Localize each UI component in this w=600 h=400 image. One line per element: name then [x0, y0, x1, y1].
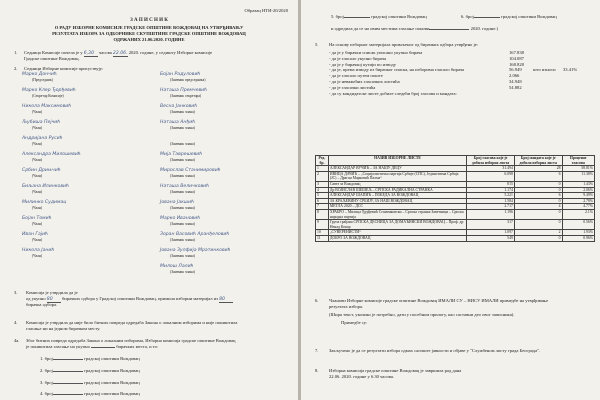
- member-name: Никола Јанић: [22, 248, 55, 253]
- deputy-member-name: Мија Таврешевић: [160, 152, 203, 157]
- percent-cell: 58.81%: [562, 166, 594, 172]
- row-number: 2: [316, 171, 329, 181]
- item-7-num: 7.: [315, 348, 319, 353]
- item-4a-text-1: Због битних повреда одредаба Закона о локалним изборима, Изборна комисија градске општине Вождовац: [26, 338, 236, 343]
- votes-cell: 549: [467, 235, 515, 241]
- stat-label: - да је у бирачки списак уписано укупно бирача: [329, 50, 423, 55]
- row-number: 4: [316, 187, 329, 193]
- deputy-member-role: (Заменик члана): [170, 158, 195, 162]
- item-4a-num: 4а.: [14, 338, 20, 343]
- percent-cell: 4.77%: [562, 204, 594, 210]
- seats-cell: 0: [514, 187, 562, 193]
- item-1-text: Седница Комисије почела је у 6,30 часова 22.06. 2020. године, у седишту Изборне комисије: [24, 50, 213, 56]
- list-name: ДОБРО ЗА ВОЖДОВАЦ: [328, 235, 466, 241]
- col-list-name: НАЗИВ ИЗБОРНЕ ЛИСТЕ: [328, 156, 466, 166]
- deputy-member-role: (Заменик члана): [170, 270, 195, 274]
- percent-cell: 2.1%: [562, 209, 594, 219]
- stat-value: 34.948: [509, 79, 522, 84]
- member-role: (Члан): [32, 238, 43, 242]
- votes-cell: 2.717: [467, 204, 515, 210]
- row-number: 8: [316, 209, 329, 219]
- deputy-member-name: Милош Лалић: [160, 264, 194, 269]
- member-name: Марко Дончић: [22, 72, 57, 77]
- member-name: Андријана Русић: [22, 136, 63, 141]
- stat-label: - да је у бирачкој кутији по изводу: [329, 61, 397, 67]
- item-5-num: 5.: [315, 42, 319, 47]
- repeat-line-5: 5. број градској општини Вождовац: [331, 14, 427, 19]
- deputy-member-role: (Заменик члана): [170, 174, 195, 178]
- percent-cell: 2.78%: [562, 198, 594, 204]
- deputy-member-name: Бојан Радуловић: [160, 72, 201, 77]
- member-role: (Члан): [32, 174, 43, 178]
- member-name: Љубиша Пејчић: [22, 120, 61, 125]
- seats-cell: 6: [514, 171, 562, 181]
- item-6-text-1: Чланови Изборне комисије градске општине Вождовац ИМАЛИ СУ – НИСУ ИМАЛИ примедбе на утврђивање: [329, 298, 549, 303]
- table-row: [316, 235, 595, 241]
- votes-cell: 1.097: [467, 230, 515, 236]
- member-role: (Члан): [32, 126, 43, 130]
- deputy-member-name: Мирослав Станимировић: [160, 168, 221, 173]
- right-page: [301, 0, 600, 400]
- member-name: Александра Милошевић: [22, 152, 81, 157]
- member-role: (Члан): [32, 254, 43, 258]
- table-row: [316, 209, 595, 219]
- doc-title: З А П И С Н И К: [130, 18, 168, 23]
- results-table: [315, 155, 595, 242]
- seats-cell: 28: [514, 166, 562, 172]
- form-label: Образац НТИ-20/2020: [244, 8, 288, 13]
- item-2-text: Седници Изборне комисије присуствују:: [24, 66, 104, 71]
- row-number: 7: [316, 204, 329, 210]
- percent-cell: 2.06%: [562, 187, 594, 193]
- seats-cell: 0: [514, 198, 562, 204]
- stat-percent: 33.41%: [563, 67, 578, 73]
- item-4-text-1: Комисија је утврдила да нијe било битних повреда одредаба Закона о локалним изборима и није поништила: [26, 320, 238, 325]
- member-name: Милинко Судимац: [22, 200, 67, 205]
- seats-cell: 4: [514, 204, 562, 210]
- seats-cell: 0: [514, 220, 562, 230]
- table-row: [316, 171, 595, 181]
- col-num: Ред. бр.: [316, 156, 329, 166]
- deputy-member-role: (Заменик члана): [170, 222, 195, 226]
- member-name: Бојан Томић: [22, 216, 52, 221]
- deputy-member-name: Весна Јанковић: [160, 104, 198, 109]
- table-row: [316, 220, 595, 230]
- left-page: [0, 0, 298, 400]
- stat-value: 56.949: [509, 67, 522, 73]
- list-name: ИВИЦА ДАЧИЋ – „Социјалистичка партија Србије (СПС), Јединствена Србија (ЈС) – Драган Марковић Палма“: [328, 171, 466, 181]
- doc-subtitle-3: ОДРЖАНИХ 21.06.2020. ГОДИНЕ: [113, 37, 185, 42]
- stat-value: 104.087: [509, 55, 524, 61]
- row-number: 5: [316, 193, 329, 199]
- row-number: 6: [316, 198, 329, 204]
- percent-cell: 9.49%: [562, 193, 594, 199]
- stat-label: - да је гласало укупно бирача: [329, 55, 386, 61]
- member-name: Марко Клер Ђорђевић: [22, 88, 76, 93]
- member-name: Србин Дрињчић: [22, 168, 61, 173]
- row-number: 11: [316, 235, 329, 241]
- stat-value: 168.828: [509, 61, 524, 67]
- percent-cell: 0.56%: [562, 220, 594, 230]
- deputy-member-name: Зоран Васовић Аранђеловић: [160, 232, 230, 237]
- item-4-text-2: гласање ни на једном бирачком месту.: [26, 326, 101, 331]
- stat-value: 2.066: [509, 73, 520, 79]
- deputy-member-name: Наташа Величковић: [160, 184, 210, 189]
- item-2-num: 2.: [14, 66, 18, 71]
- stat-label: - да је, према изводу из бирачког списка, на изборима гласало бирача: [329, 67, 465, 73]
- item-4a-text-2: је поништила гласање на укупно бирачких места, и то:: [26, 344, 159, 349]
- member-role: (Члан): [32, 158, 43, 162]
- member-role: (Секретар Комисије): [32, 94, 64, 98]
- item-1-text-2: Градске општине Вождовац.: [24, 56, 80, 61]
- stat-label: - да је гласало путем поште: [329, 73, 383, 79]
- deputy-member-role: (Заменик члана): [170, 206, 195, 210]
- list-name: „СУВЕРЕНИСТИ“: [328, 230, 466, 236]
- member-role: (Председник): [32, 78, 53, 82]
- seats-cell: 2: [514, 230, 562, 236]
- list-name: АЛЕКСАНДАР ШАПИЋ – ПОБЕДА ЗА ВОЖДОВАЦ: [328, 193, 466, 199]
- repeat-line-rest: и одредила да се на овим местима гласање понови 2020. године.): [331, 26, 499, 31]
- annul-line-1: 1. број градској општини Вождовац: [40, 356, 140, 361]
- deputy-member-name: Марко Ивановић: [160, 216, 201, 221]
- seats-cell: 0: [514, 181, 562, 187]
- annul-line-2: 2. број градској општини Вождовац: [40, 368, 140, 373]
- percent-cell: 0.96%: [562, 235, 594, 241]
- item-3-text-1: Комисија је утврдила да је: [26, 290, 78, 295]
- list-name: МЕТЛА 2020 – ДСС: [328, 204, 466, 210]
- item-3-text-2: од укупно 80 бирачких одбора у Градској општини Вождовац, примила изборни материјал из 80: [26, 296, 233, 303]
- item-1-date: 22.06.: [112, 51, 128, 56]
- doc-subtitle-1: О РАДУ ИЗБОРНЕ КОМИСИЈЕ ГРАДСКЕ ОПШТИНЕ ВОЖДОВАЦ НА УТВРЂИВАЊУ: [54, 25, 244, 30]
- deputy-member-name: Јована Јакшић: [160, 200, 195, 205]
- votes-cell: 5.221: [467, 193, 515, 199]
- repeat-line-6: 6. број градској општини Вождовац: [461, 14, 557, 19]
- annul-line-4: 4. број градској општини Вождовац: [40, 391, 140, 396]
- stat-value: 54.882: [509, 84, 522, 90]
- percent-cell: 11.38%: [562, 171, 594, 181]
- item-6-text-4: Примедбе су:: [341, 320, 368, 325]
- votes-cell: 1.174: [467, 187, 515, 193]
- stat-label: - да су кандидатске листе добиле следећи број гласова и мандата:: [329, 90, 457, 96]
- stat-extra: што износи: [533, 67, 556, 73]
- item-5-text: На основу изборног материјала примљеног од бирачких одбора утврђено је:: [329, 42, 479, 47]
- deputy-member-name: Наташа Премчевић: [160, 88, 208, 93]
- col-votes: Број гласова које је добила изборна листа: [467, 156, 515, 166]
- item-7-text: Закључено је да се резултати избора одмах саопште јавности и објаве у "Службеном листу града Београда".: [329, 348, 541, 353]
- annul-line-3: 3. број градској општини Вождовац: [40, 380, 140, 385]
- deputy-member-role: (Заменик члана): [170, 142, 195, 146]
- deputy-member-role: (Заменик члана): [170, 110, 195, 114]
- seats-cell: 0: [514, 235, 562, 241]
- col-seats: Број мандата које је добила изборна листа: [514, 156, 562, 166]
- member-name: Иван Гајић: [22, 232, 49, 237]
- seats-cell: 6: [514, 193, 562, 199]
- list-name: ХРАБРО – Милица Ђурђевић Стаменковски – Српска странка Заветници – Српска народна партија: [328, 209, 466, 219]
- item-3-num: 3.: [14, 290, 18, 295]
- row-number: 10: [316, 230, 329, 236]
- list-name: ЗА КРАЉЕВИНУ СРБИЈУ, ЗА НАШ ВОЖДОВАЦ: [328, 198, 466, 204]
- member-role: (Члан): [32, 142, 43, 146]
- stat-label: - да је неважећих гласачких листића: [329, 79, 400, 84]
- member-role: (Члан): [32, 190, 43, 194]
- table-header-row: [316, 156, 595, 166]
- item-6-num: 6.: [315, 298, 319, 303]
- deputy-member-role: (Заменик секретара): [170, 94, 202, 98]
- deputy-member-role: (Заменик члана): [170, 190, 195, 194]
- deputy-member-role: (Заменик председника): [170, 78, 206, 82]
- doc-subtitle-2: РЕЗУЛТАТА ИЗБОРА ЗА ОДБОРНИКЕ СКУПШТИНЕ ГРАДСКЕ ОПШТИНЕ ВОЖДОВАЦ: [52, 31, 246, 36]
- list-name: АЛЕКСАНДАР ВУЧИЋ – ЗА НАШУ ДЕЦУ: [328, 166, 466, 172]
- deputy-member-role: (Заменик члана): [170, 254, 195, 258]
- deputy-member-role: (Заменик члана): [170, 238, 195, 242]
- row-number: 3: [316, 181, 329, 187]
- stat-label: - да је гласачки листића: [329, 84, 376, 90]
- item-4-num: 4.: [14, 320, 18, 325]
- item-6-text-3: (Шира текст, уколико је потребно, дати у посебном прилогу, као саставни део овог записника).: [329, 312, 515, 317]
- percent-cell: 1.43%: [562, 181, 594, 187]
- deputy-member-name: Јована Зулфија Мратинковић: [160, 248, 231, 253]
- item-8-text-1: Изборна комисија градске општине Вождовац је завршила рад дана: [329, 368, 462, 373]
- member-role: (Члан): [32, 222, 43, 226]
- stat-value: 167.838: [509, 50, 524, 55]
- member-role: (Члан): [32, 206, 43, 210]
- item-6-text-2: резултата избора.: [329, 304, 364, 309]
- member-name: Никола Максимовић: [22, 104, 72, 109]
- votes-cell: 31.494: [467, 166, 515, 172]
- votes-cell: 1.584: [467, 198, 515, 204]
- deputy-member-role: (Заменик члана): [170, 126, 195, 130]
- list-name: Савез за Вождовац: [328, 181, 466, 187]
- votes-cell: 1.196: [467, 209, 515, 219]
- item-8-num: 8.: [315, 368, 319, 373]
- row-number: 1: [316, 166, 329, 172]
- item-8-text-2: 22.06. 2020. године у 6.30 часова.: [329, 374, 395, 379]
- votes-cell: 6.098: [467, 171, 515, 181]
- item-3-text-3: бирачка одбора.: [26, 302, 58, 307]
- member-role: (Члан): [32, 110, 43, 114]
- percent-cell: 1.93%: [562, 230, 594, 236]
- votes-cell: 317: [467, 220, 515, 230]
- seats-cell: 0: [514, 209, 562, 219]
- deputy-member-name: Наташа Анђић: [160, 120, 196, 125]
- row-number: 9: [316, 220, 329, 230]
- col-pct: Проценат гласова: [562, 156, 594, 166]
- item-1-time: 6,30: [84, 51, 98, 57]
- list-name: Група грађана СРПСКА ДЕСНИЦА ЗА ДОМАЋИНСКИ ВОЖДОВАЦ – Проф. др Ненад Кокор: [328, 220, 466, 230]
- list-name: Др ВОЈИСЛАВ ШЕШЕЉ – СРПСКА РАДИКАЛНА СТРАНКА: [328, 187, 466, 193]
- member-name: Биљана Илинковић: [22, 184, 70, 189]
- item-1-num: 1.: [14, 50, 18, 55]
- votes-cell: 815: [467, 181, 515, 187]
